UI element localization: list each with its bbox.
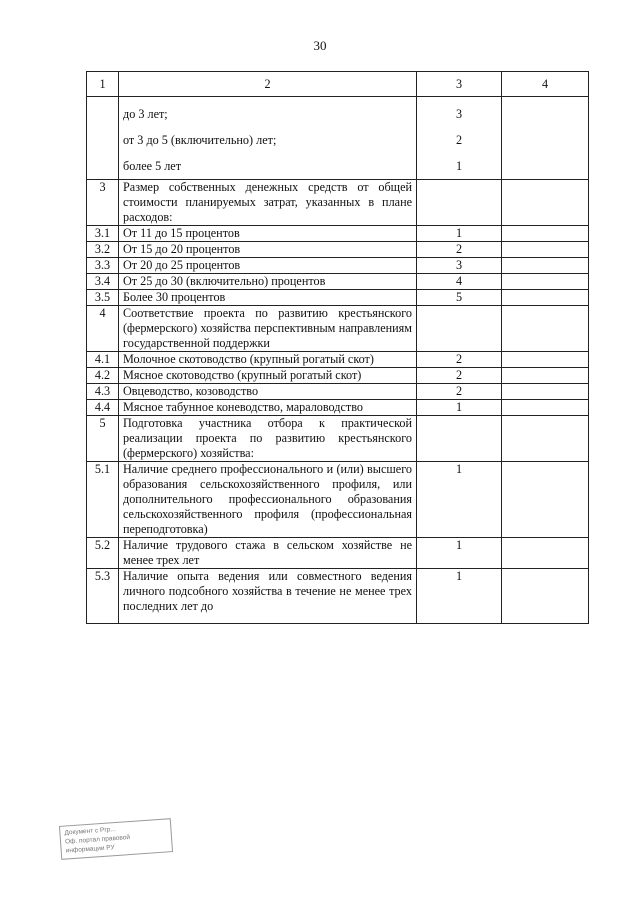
row-score: 1 <box>417 462 502 538</box>
row-number: 4.4 <box>87 400 119 416</box>
table-row <box>87 180 589 226</box>
option-score: 1 <box>455 159 463 173</box>
row-score: 1 <box>417 400 502 416</box>
row-text: Овцеводство, козоводство <box>119 384 417 400</box>
criteria-table <box>86 71 589 624</box>
table-row <box>87 538 589 569</box>
table-row <box>87 226 589 242</box>
row-score: 5 <box>417 290 502 306</box>
table-row <box>87 290 589 306</box>
row-score <box>417 180 502 226</box>
row-number: 3.3 <box>87 258 119 274</box>
table-row <box>87 416 589 462</box>
row-number: 5 <box>87 416 119 462</box>
row-text: От 15 до 20 процентов <box>119 242 417 258</box>
row-score <box>417 306 502 352</box>
row-text: Размер собственных денежных средств от общей стоимости планируемых затрат, указанных в плане расходов: <box>119 180 417 226</box>
row-text: Более 30 процентов <box>119 290 417 306</box>
header-col-1: 1 <box>87 72 119 97</box>
row-number: 5.1 <box>87 462 119 538</box>
row-text: Наличие среднего профессионального и (или) высшего образования сельскохозяйственного профиля, или дополнительного профессионального образования сельскохозяйственного профиля (профессиональная переподготовка) <box>119 462 417 538</box>
row-score: 1 <box>417 226 502 242</box>
row-text: Мясное табунное коневодство, мараловодство <box>119 400 417 416</box>
row-score: 3 <box>417 258 502 274</box>
option-text: более 5 лет <box>123 159 182 173</box>
row-score: 2 <box>417 368 502 384</box>
row-text: Подготовка участника отбора к практической реализации проекта по развитию крестьянского (фермерского) хозяйства: <box>119 416 417 462</box>
row-text: Молочное скотоводство (крупный рогатый скот) <box>119 352 417 368</box>
row-score: 4 <box>417 274 502 290</box>
electronic-signature-stamp <box>59 818 173 860</box>
row-number: 3.5 <box>87 290 119 306</box>
table-row <box>87 352 589 368</box>
table-row <box>87 242 589 258</box>
row-number: 5.2 <box>87 538 119 569</box>
row-text: Соответствие проекта по развитию крестьянского (фермерского) хозяйства перспективным направлениям государственной поддержки <box>119 306 417 352</box>
row-number: 3.2 <box>87 242 119 258</box>
table-row <box>87 274 589 290</box>
table-row <box>87 368 589 384</box>
row-score: 2 <box>417 384 502 400</box>
row-number: 4.1 <box>87 352 119 368</box>
row-number: 4.2 <box>87 368 119 384</box>
header-col-3: 3 <box>417 72 502 97</box>
row-text: Мясное скотоводство (крупный рогатый скот) <box>119 368 417 384</box>
row-text: От 11 до 15 процентов <box>119 226 417 242</box>
row-number: 3.1 <box>87 226 119 242</box>
option-score: 2 <box>455 133 463 147</box>
row-score: 1 <box>417 569 502 624</box>
duration-scores <box>417 97 502 180</box>
table-row <box>87 384 589 400</box>
table-row <box>87 306 589 352</box>
row-text: Наличие трудового стажа в сельском хозяйстве не менее трех лет <box>119 538 417 569</box>
stamp-line: Оф. портал правовой <box>64 834 131 846</box>
stamp-line: Документ с Ргр... <box>64 826 117 837</box>
row-number: 3.4 <box>87 274 119 290</box>
table-row <box>87 258 589 274</box>
table-row <box>87 97 589 180</box>
header-col-2: 2 <box>119 72 417 97</box>
row-score: 2 <box>417 352 502 368</box>
row-score: 2 <box>417 242 502 258</box>
row-number: 4 <box>87 306 119 352</box>
duration-options <box>119 97 417 180</box>
header-col-4: 4 <box>502 72 589 97</box>
row-text: От 25 до 30 (включительно) процентов <box>119 274 417 290</box>
table-header-row <box>87 72 589 97</box>
option-text: от 3 до 5 (включительно) лет; <box>123 133 277 147</box>
row-text: Наличие опыта ведения или совместного ведения личного подсобного хозяйства в течение не менее трех последних лет до <box>123 569 412 613</box>
table-row <box>87 400 589 416</box>
row-score: 1 <box>417 538 502 569</box>
row-text: От 20 до 25 процентов <box>119 258 417 274</box>
row-number: 5.3 <box>87 569 119 624</box>
option-text: до 3 лет; <box>123 107 168 121</box>
row-score <box>417 416 502 462</box>
page-number: 30 <box>313 38 327 53</box>
table-row <box>87 462 589 538</box>
row-number: 3 <box>87 180 119 226</box>
table-row <box>87 569 589 624</box>
stamp-line: информации РУ <box>65 844 115 855</box>
option-score: 3 <box>455 107 463 121</box>
row-number: 4.3 <box>87 384 119 400</box>
